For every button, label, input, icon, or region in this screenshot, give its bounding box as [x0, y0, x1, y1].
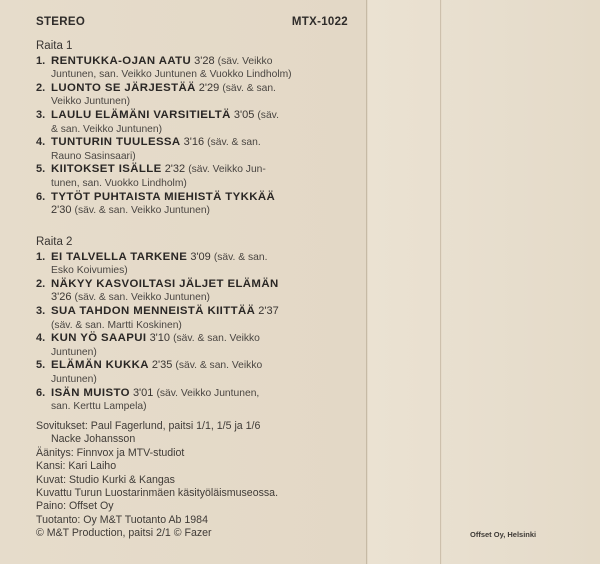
credit-photo-location: Kuvattu Turun Luostarinmäen käsityöläismuseossa. — [36, 487, 279, 500]
track-credit: (säv. & san. Veikko — [175, 360, 263, 372]
track-duration: 2'30 — [51, 204, 72, 217]
track-credit: (säv. — [257, 109, 279, 121]
track-1-1 — [36, 55, 362, 82]
track-duration: 3'26 — [51, 291, 72, 304]
track-title: LUONTO SE JÄRJESTÄÄ — [51, 81, 196, 94]
credit-copyright: © M&T Production, paitsi 2/1 © Fazer — [36, 527, 212, 540]
fold-line-right — [440, 0, 442, 564]
track-credit-cont: tunen, san. Vuokko Lindholm) — [51, 177, 187, 189]
track-credit: (säv. Veikko Juntunen, — [156, 387, 260, 399]
track-body — [51, 359, 362, 386]
track-body — [51, 278, 362, 305]
track-number: 2. — [36, 277, 46, 290]
printer-imprint: Offset Oy, Helsinki — [470, 530, 537, 539]
track-number: 2. — [36, 81, 46, 94]
track-credit-cont: Juntunen) — [51, 373, 97, 385]
track-credit-cont: Veikko Juntunen) — [51, 96, 130, 108]
track-credit-cont: Esko Koivumies) — [51, 265, 128, 277]
track-1-3 — [36, 109, 362, 136]
track-title: KUN YÖ SAAPUI — [51, 332, 147, 345]
track-body — [51, 332, 362, 359]
track-2-2 — [36, 278, 362, 305]
track-title: EI TALVELLA TARKENE — [51, 250, 188, 263]
track-number: 1. — [36, 250, 46, 263]
track-body — [51, 251, 362, 278]
track-title: RENTUKKA-OJAN AATU — [51, 54, 192, 67]
track-2-1 — [36, 251, 362, 278]
track-1-2 — [36, 82, 362, 109]
credit-cover: Kansi: Kari Laiho — [36, 460, 117, 473]
track-1-4 — [36, 136, 362, 163]
track-credit: (säv. & san. Martti Koskinen) — [51, 319, 182, 331]
track-2-5 — [36, 359, 362, 386]
track-number: 4. — [36, 136, 46, 149]
credit-production: Tuotanto: Oy M&T Tuotanto Ab 1984 — [36, 513, 208, 526]
track-title: KIITOKSET ISÄLLE — [51, 163, 162, 176]
track-credit-cont: Juntunen) — [51, 346, 97, 358]
header-row — [36, 16, 362, 32]
stereo-label: STEREO — [36, 16, 86, 28]
track-2-6 — [36, 387, 362, 414]
track-credit: (säv. Veikko Jun- — [188, 164, 266, 176]
track-credit: (säv. & san. — [207, 137, 261, 149]
credit-recording: Äänitys: Finnvox ja MTV-studiot — [36, 446, 185, 459]
track-credit: (säv. & san. — [213, 251, 268, 263]
track-2-3 — [36, 305, 362, 332]
tracklist-column — [36, 0, 362, 564]
credit-arrangements-cont: Nacke Johansson — [51, 433, 136, 446]
track-credit-cont: Juntunen, san. Veikko Juntunen & Vuokko Lindholm) — [51, 69, 292, 81]
track-title: NÄKYY KASVOILTASI JÄLJET ELÄMÄN — [51, 277, 279, 290]
track-credit-cont: san. Kerttu Lampela) — [51, 401, 147, 413]
production-credits — [36, 420, 362, 541]
track-body — [51, 55, 362, 82]
track-title: SUA TAHDON MENNEISTÄ KIITTÄÄ — [51, 304, 256, 317]
side-1-title: Raita 1 — [36, 40, 73, 52]
fold-line-left — [366, 0, 368, 564]
track-number: 1. — [36, 54, 46, 67]
track-1-5 — [36, 163, 362, 190]
track-number: 5. — [36, 359, 46, 372]
track-credit: (säv. Veikko — [217, 55, 273, 67]
track-body — [51, 109, 362, 136]
track-title: ELÄMÄN KUKKA — [51, 359, 149, 372]
track-duration: 2'37 — [258, 304, 279, 317]
track-body — [51, 136, 362, 163]
inlay-spine-panel — [368, 0, 600, 564]
credit-arrangements: Sovitukset: Paul Fagerlund, paitsi 1/1, 1/5 ja 1/6 — [36, 420, 261, 432]
track-body — [51, 163, 362, 190]
credit-printing: Paino: Offset Oy — [36, 500, 114, 513]
track-2-4 — [36, 332, 362, 359]
track-credit: (säv. & san. — [222, 82, 276, 94]
track-credit: (säv. & san. Veikko Juntunen) — [74, 292, 210, 304]
track-credit: (säv. & san. Veikko Juntunen) — [74, 205, 210, 217]
track-1-6 — [36, 191, 362, 218]
track-duration: 3'09 — [190, 250, 211, 263]
track-duration: 2'35 — [151, 359, 173, 372]
track-duration: 2'29 — [198, 81, 220, 94]
track-number: 6. — [36, 190, 46, 203]
track-number: 3. — [36, 304, 46, 317]
track-title: LAULU ELÄMÄNI VARSITIELTÄ — [51, 108, 231, 121]
track-title: ISÄN MUISTO — [51, 386, 130, 399]
side-2 — [36, 236, 362, 414]
track-body — [51, 387, 362, 414]
credit-photos: Kuvat: Studio Kurki & Kangas — [36, 473, 175, 486]
catalog-number: MTX-1022 — [291, 16, 348, 28]
track-credit: (säv. & san. Veikko — [173, 333, 260, 345]
track-duration: 3'01 — [132, 386, 154, 399]
track-duration: 3'05 — [233, 108, 255, 121]
track-duration: 3'10 — [149, 332, 171, 345]
track-credit-cont: & san. Veikko Juntunen) — [51, 123, 163, 135]
track-number: 6. — [36, 386, 46, 399]
track-body — [51, 305, 362, 332]
track-number: 4. — [36, 332, 46, 345]
track-title: TYTÖT PUHTAISTA MIEHISTÄ TYKKÄÄ — [51, 190, 276, 203]
track-body — [51, 191, 362, 218]
track-number: 5. — [36, 163, 46, 176]
side-1 — [36, 40, 362, 218]
track-title: TUNTURIN TUULESSA — [51, 136, 181, 149]
track-credit-cont: Rauno Sasinsaari) — [51, 150, 136, 162]
track-number: 3. — [36, 108, 46, 121]
side-2-title: Raita 2 — [36, 236, 73, 248]
track-body — [51, 82, 362, 109]
track-duration: 3'28 — [194, 54, 215, 67]
track-duration: 3'16 — [183, 136, 205, 149]
track-duration: 2'32 — [164, 163, 186, 176]
